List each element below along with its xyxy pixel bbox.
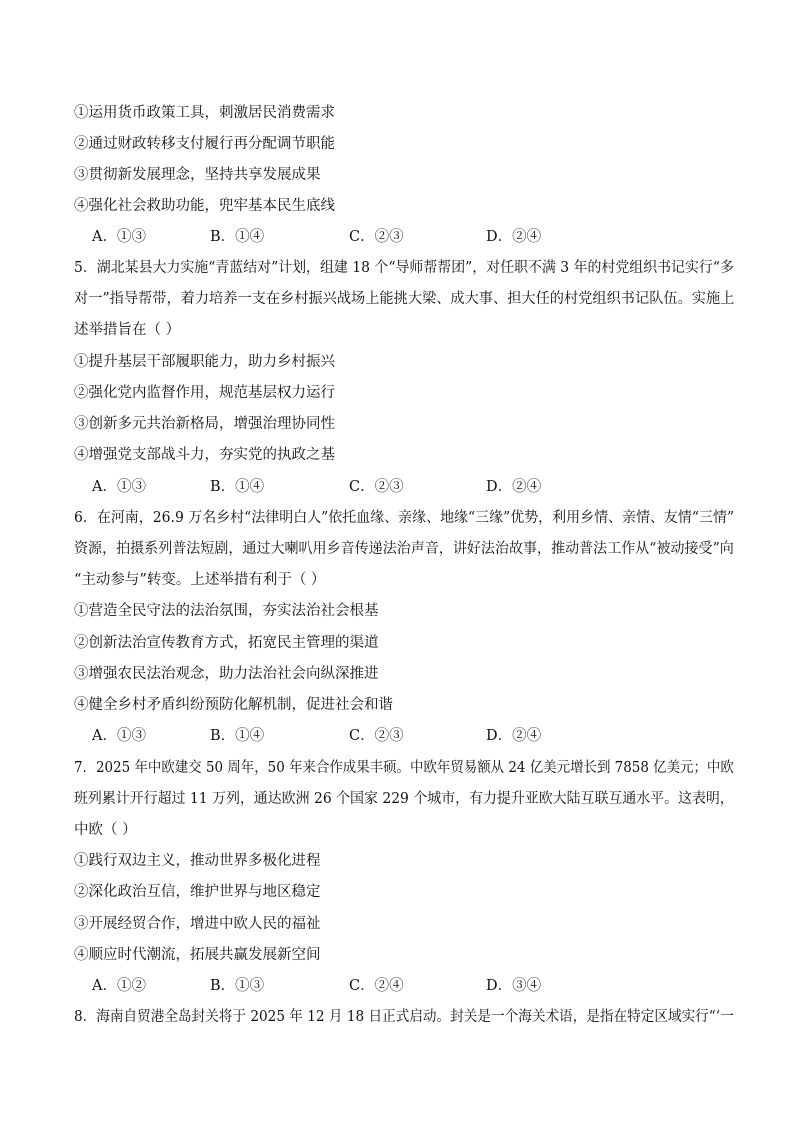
q4-option-4: ④强化社会救助功能，兜牢基本民生底线 bbox=[74, 198, 335, 214]
q5-choice-d: D．②④ bbox=[486, 479, 542, 495]
q6-stem-line-1: 6．在河南，26.9 万名乡村“法律明白人”依托血缘、亲缘、地缘“三缘”优势，利用乡情、亲情、友情“三情” bbox=[74, 510, 735, 526]
q6-option-3: ③增强农民法治观念，助力法治社会向纵深推进 bbox=[74, 666, 379, 682]
q6-option-2: ②创新法治宣传教育方式，拓宽民主管理的渠道 bbox=[74, 635, 379, 651]
q7-option-3: ③开展经贸合作，增进中欧人民的福祉 bbox=[74, 916, 321, 932]
q7-choice-a: A．①② bbox=[92, 978, 146, 994]
q4-choice-d: D．②④ bbox=[486, 229, 542, 245]
q4-choice-a: A．①③ bbox=[92, 229, 146, 245]
q5-option-3: ③创新多元共治新格局，增强治理协同性 bbox=[74, 416, 335, 432]
q5-stem-line-1: 5．湖北某县大力实施“青蓝结对”计划，组建 18 个“导师帮帮团”，对任职不满 3 年的村党组织书记实行“多 bbox=[74, 260, 734, 276]
q4-option-3: ③贯彻新发展理念，坚持共享发展成果 bbox=[74, 167, 321, 183]
q7-choice-b: B．①③ bbox=[210, 978, 265, 994]
q7-option-4: ④顺应时代潮流，拓展共赢发展新空间 bbox=[74, 947, 321, 963]
q8-stem-line-1: 8．海南自贸港全岛封关将于 2025 年 12 月 18 日正式启动。封关是一个海关术语，是指在特定区域实行“‘一 bbox=[74, 1009, 734, 1025]
q7-stem-line-3: 中欧（ ） bbox=[74, 822, 137, 838]
q6-option-4: ④健全乡村矛盾纠纷预防化解机制，促进社会和谐 bbox=[74, 697, 393, 713]
q5-option-1: ①提升基层干部履职能力，助力乡村振兴 bbox=[74, 354, 335, 370]
q7-option-2: ②深化政治互信，维护世界与地区稳定 bbox=[74, 884, 321, 900]
q5-choices bbox=[92, 477, 652, 497]
q4-choice-c: C．②③ bbox=[349, 229, 404, 245]
q5-choice-a: A．①③ bbox=[92, 479, 146, 495]
q6-choice-b: B．①④ bbox=[210, 728, 265, 744]
q6-choice-a: A．①③ bbox=[92, 728, 146, 744]
q5-choice-b: B．①④ bbox=[210, 479, 265, 495]
q4-choice-b: B．①④ bbox=[210, 229, 265, 245]
q5-option-2: ②强化党内监督作用，规范基层权力运行 bbox=[74, 385, 335, 401]
q7-option-1: ①践行双边主义，推动世界多极化进程 bbox=[74, 853, 321, 869]
q6-choice-c: C．②③ bbox=[349, 728, 404, 744]
q7-stem-line-1: 7．2025 年中欧建交 50 周年，50 年来合作成果丰硕。中欧年贸易额从 24 亿美元增长到 7858 亿美元；中欧 bbox=[74, 760, 734, 776]
q4-option-2: ②通过财政转移支付履行再分配调节职能 bbox=[74, 136, 335, 152]
q6-stem-line-3: “主动参与”转变。上述举措有利于（ ） bbox=[74, 572, 326, 588]
q4-choices bbox=[92, 227, 652, 247]
q7-choice-c: C．②④ bbox=[349, 978, 404, 994]
q5-stem-line-2: 对一”指导帮带，着力培养一支在乡村振兴战场上能挑大梁、成大事、担大任的村党组织书记队伍。实施上 bbox=[74, 291, 735, 307]
q7-choice-d: D．③④ bbox=[486, 978, 542, 994]
q5-choice-c: C．②③ bbox=[349, 479, 404, 495]
q6-choice-d: D．②④ bbox=[486, 728, 542, 744]
q7-choices bbox=[92, 976, 652, 996]
q6-choices bbox=[92, 726, 652, 746]
q7-stem-line-2: 班列累计开行超过 11 万列，通达欧洲 26 个国家 229 个城市，有力提升亚欧大陆互联互通水平。这表明， bbox=[74, 791, 734, 807]
q5-stem-line-3: 述举措旨在（ ） bbox=[74, 322, 181, 338]
q6-option-1: ①营造全民守法的法治氛围，夯实法治社会根基 bbox=[74, 603, 379, 619]
q5-option-4: ④增强党支部战斗力，夯实党的执政之基 bbox=[74, 447, 335, 463]
q4-option-1: ①运用货币政策工具，刺激居民消费需求 bbox=[74, 105, 335, 121]
q6-stem-line-2: 资源，拍摄系列普法短剧，通过大喇叭用乡音传递法治声音，讲好法治故事，推动普法工作从“被动接受”向 bbox=[74, 541, 734, 557]
